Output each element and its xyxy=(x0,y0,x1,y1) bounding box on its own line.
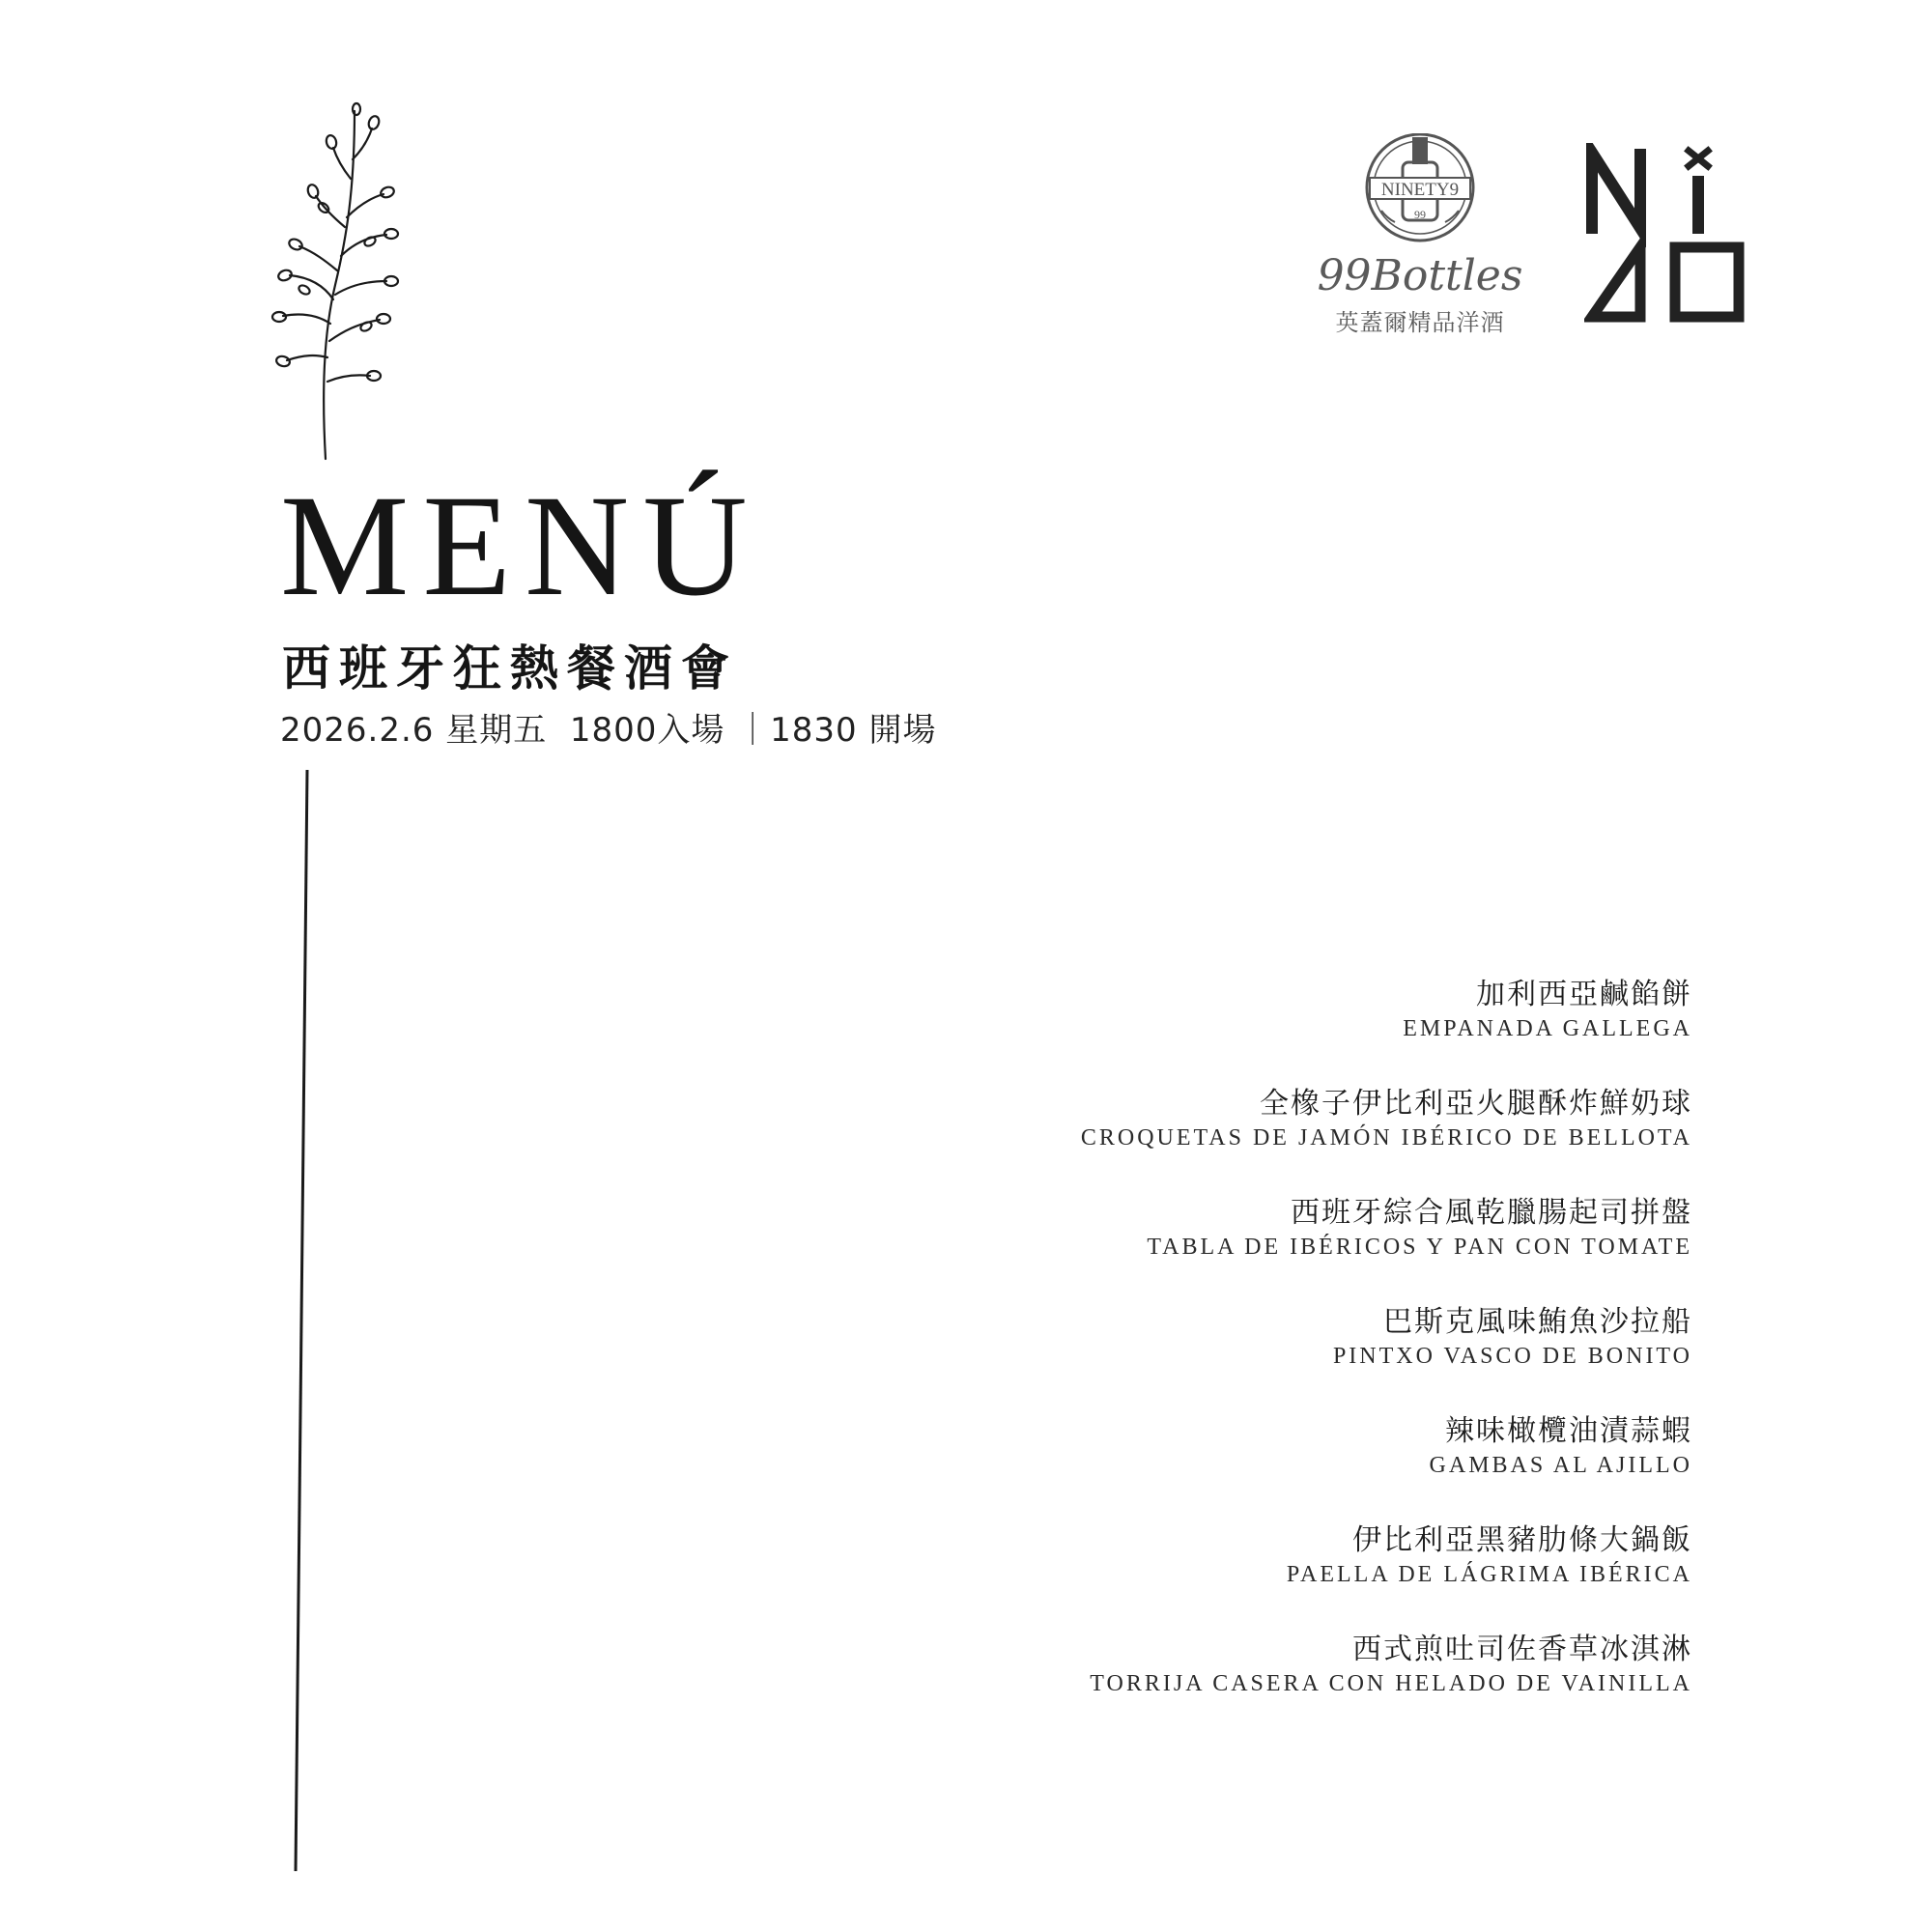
menu-item xyxy=(823,1412,1692,1521)
dish-name-es: PAELLA DE LÁGRIMA IBÉRICA xyxy=(1286,1562,1692,1587)
menu-item xyxy=(823,1521,1692,1631)
menu-item xyxy=(823,1303,1692,1412)
event-date-time: 2026.2.6 星期五 1800入場 ｜1830 開場 xyxy=(280,711,937,750)
logo-script-text: 99Bottles xyxy=(1317,251,1523,300)
logo-sub-text: 英蓋爾精品洋酒 xyxy=(1335,309,1505,336)
dish-name-zh: 加利西亞鹹餡餅 xyxy=(1476,978,1692,1011)
divider-line xyxy=(286,770,315,1871)
dish-name-es: PINTXO VASCO DE BONITO xyxy=(1332,1344,1692,1369)
dish-name-es: TORRIJA CASERA CON HELADO DE VAINILLA xyxy=(1090,1671,1692,1696)
dish-name-es: GAMBAS AL AJILLO xyxy=(1429,1453,1692,1478)
dish-name-zh: 伊比利亞黑豬肋條大鍋飯 xyxy=(1352,1523,1692,1557)
page-title: MENÚ xyxy=(280,466,761,626)
svg-text:99: 99 xyxy=(1414,208,1426,221)
menu-item xyxy=(823,1194,1692,1303)
dish-name-es: TABLA DE IBÉRICOS Y PAN CON TOMATE xyxy=(1147,1235,1692,1260)
leaf-sprig-icon xyxy=(266,101,430,464)
menu-list xyxy=(823,976,1692,1740)
menu-item xyxy=(823,1631,1692,1740)
badge-text: NINETY9 xyxy=(1380,180,1460,200)
dish-name-zh: 全橡子伊比利亞火腿酥炸鮮奶球 xyxy=(1260,1087,1692,1121)
event-subtitle: 西班牙狂熱餐酒會 xyxy=(282,640,738,696)
dish-name-zh: 辣味橄欖油漬蒜蝦 xyxy=(1445,1414,1692,1448)
dish-name-zh: 巴斯克風味鮪魚沙拉船 xyxy=(1383,1305,1692,1339)
dish-name-zh: 西班牙綜合風乾臘腸起司拼盤 xyxy=(1291,1196,1692,1230)
dish-name-es: CROQUETAS DE JAMÓN IBÉRICO DE BELLOTA xyxy=(1080,1125,1692,1151)
ninety9-logo xyxy=(1314,133,1526,336)
dish-name-zh: 西式煎吐司佐香草冰淇淋 xyxy=(1352,1633,1692,1666)
dish-name-es: EMPANADA GALLEGA xyxy=(1403,1016,1692,1041)
menu-item xyxy=(823,976,1692,1085)
menu-item xyxy=(823,1085,1692,1194)
bottle-badge-icon xyxy=(1314,133,1526,259)
nido-logo xyxy=(1584,143,1748,327)
